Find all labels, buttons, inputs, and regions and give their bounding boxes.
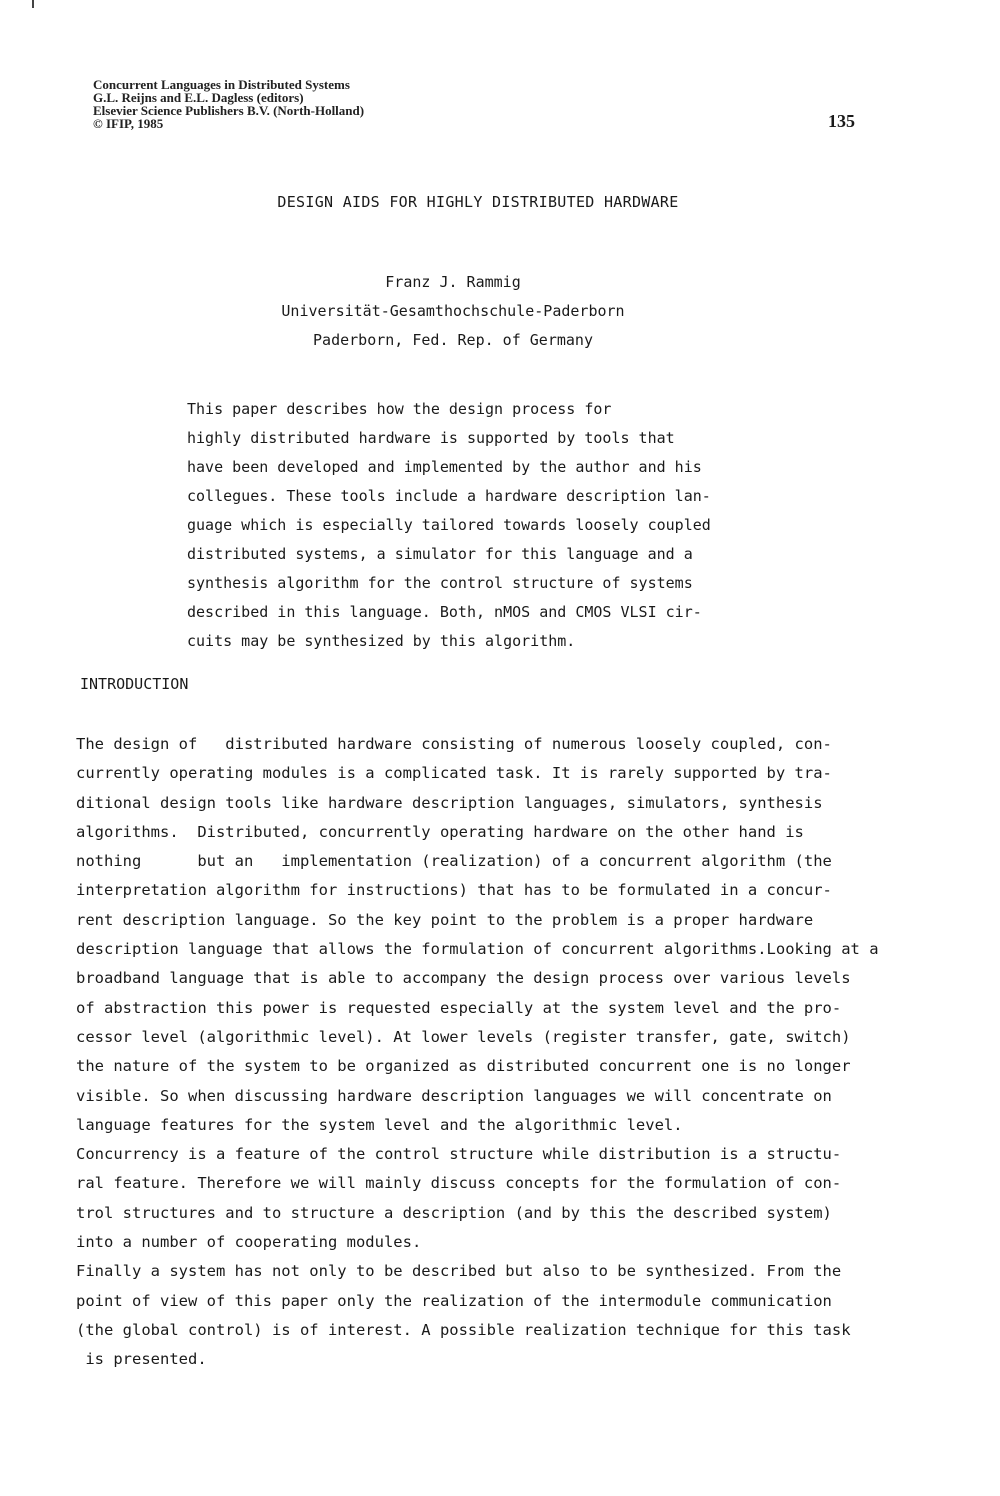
header-line: Elsevier Science Publishers B.V. (North-Holland) (93, 103, 365, 118)
abstract-line: guage which is especially tailored towards loosely coupled (187, 516, 711, 534)
introduction-body (76, 730, 956, 1375)
body-line: currently operating modules is a complicated task. It is rarely supported by tra- (76, 764, 832, 783)
abstract (187, 395, 767, 656)
abstract-line: described in this language. Both, nMOS and CMOS VLSI cir- (187, 603, 702, 621)
body-line: is presented. (76, 1350, 207, 1369)
author-block (0, 268, 906, 355)
abstract-line: synthesis algorithm for the control structure of systems (187, 574, 693, 592)
author-location: Paderborn, Fed. Rep. of Germany (313, 331, 593, 349)
header-line: Concurrent Languages in Distributed Systems (93, 77, 350, 92)
body-line: ral feature. Therefore we will mainly discuss concepts for the formulation of con- (76, 1174, 842, 1193)
body-line: trol structures and to structure a description (and by this the described system) (76, 1203, 832, 1222)
abstract-line: distributed systems, a simulator for this language and a (187, 545, 693, 563)
body-line: of abstraction this power is requested especially at the system level and the pro- (76, 998, 842, 1017)
section-heading-introduction: INTRODUCTION (80, 675, 189, 693)
body-line: visible. So when discussing hardware description languages we will concentrate on (76, 1086, 832, 1105)
body-line: interpretation algorithm for instructions) that has to be formulated in a concur- (76, 881, 832, 900)
abstract-line: have been developed and implemented by the author and his (187, 458, 702, 476)
author-affiliation: Universität-Gesamthochschule-Paderborn (281, 302, 625, 320)
paper-title: DESIGN AIDS FOR HIGHLY DISTRIBUTED HARDWARE (277, 193, 679, 211)
abstract-line: highly distributed hardware is supported by tools that (187, 429, 675, 447)
abstract-line: collegues. These tools include a hardware description lan- (187, 487, 711, 505)
body-line: ditional design tools like hardware description languages, simulators, synthesis (76, 793, 823, 812)
body-line: algorithms. Distributed, concurrently operating hardware on the other hand is (76, 822, 804, 841)
body-line: nothing but an implementation (realization) of a concurrent algorithm (the (76, 852, 832, 871)
header-line: © IFIP, 1985 (93, 116, 164, 131)
body-line: broadband language that is able to accompany the design process over various levels (76, 969, 851, 988)
abstract-line: cuits may be synthesized by this algorithm. (187, 632, 576, 650)
body-line: the nature of the system to be organized as distributed concurrent one is no longer (76, 1057, 851, 1076)
page-number: 135 (828, 111, 855, 131)
body-line: Finally a system has not only to be described but also to be synthesized. From the (76, 1262, 842, 1281)
publication-header (93, 78, 364, 130)
body-line: rent description language. So the key point to the problem is a proper hardware (76, 910, 814, 929)
body-line: The design of distributed hardware consisting of numerous loosely coupled, con- (76, 735, 832, 753)
body-line: (the global control) is of interest. A possible realization technique for this task (76, 1320, 851, 1339)
body-line: point of view of this paper only the realization of the intermodule communication (76, 1291, 832, 1310)
scan-mark (32, 0, 34, 8)
body-line: language features for the system level and the algorithmic level. (76, 1115, 683, 1134)
header-line: G.L. Reijns and E.L. Dagless (editors) (93, 90, 304, 105)
abstract-line: This paper describes how the design process for (187, 400, 612, 418)
body-line: Concurrency is a feature of the control structure while distribution is a structu- (76, 1145, 842, 1164)
author-name: Franz J. Rammig (385, 273, 521, 291)
body-line: description language that allows the formulation of concurrent algorithms.Looking at a (76, 940, 879, 959)
body-line: into a number of cooperating modules. (76, 1233, 422, 1252)
body-line: cessor level (algorithmic level). At lower levels (register transfer, gate, switch) (76, 1027, 851, 1046)
